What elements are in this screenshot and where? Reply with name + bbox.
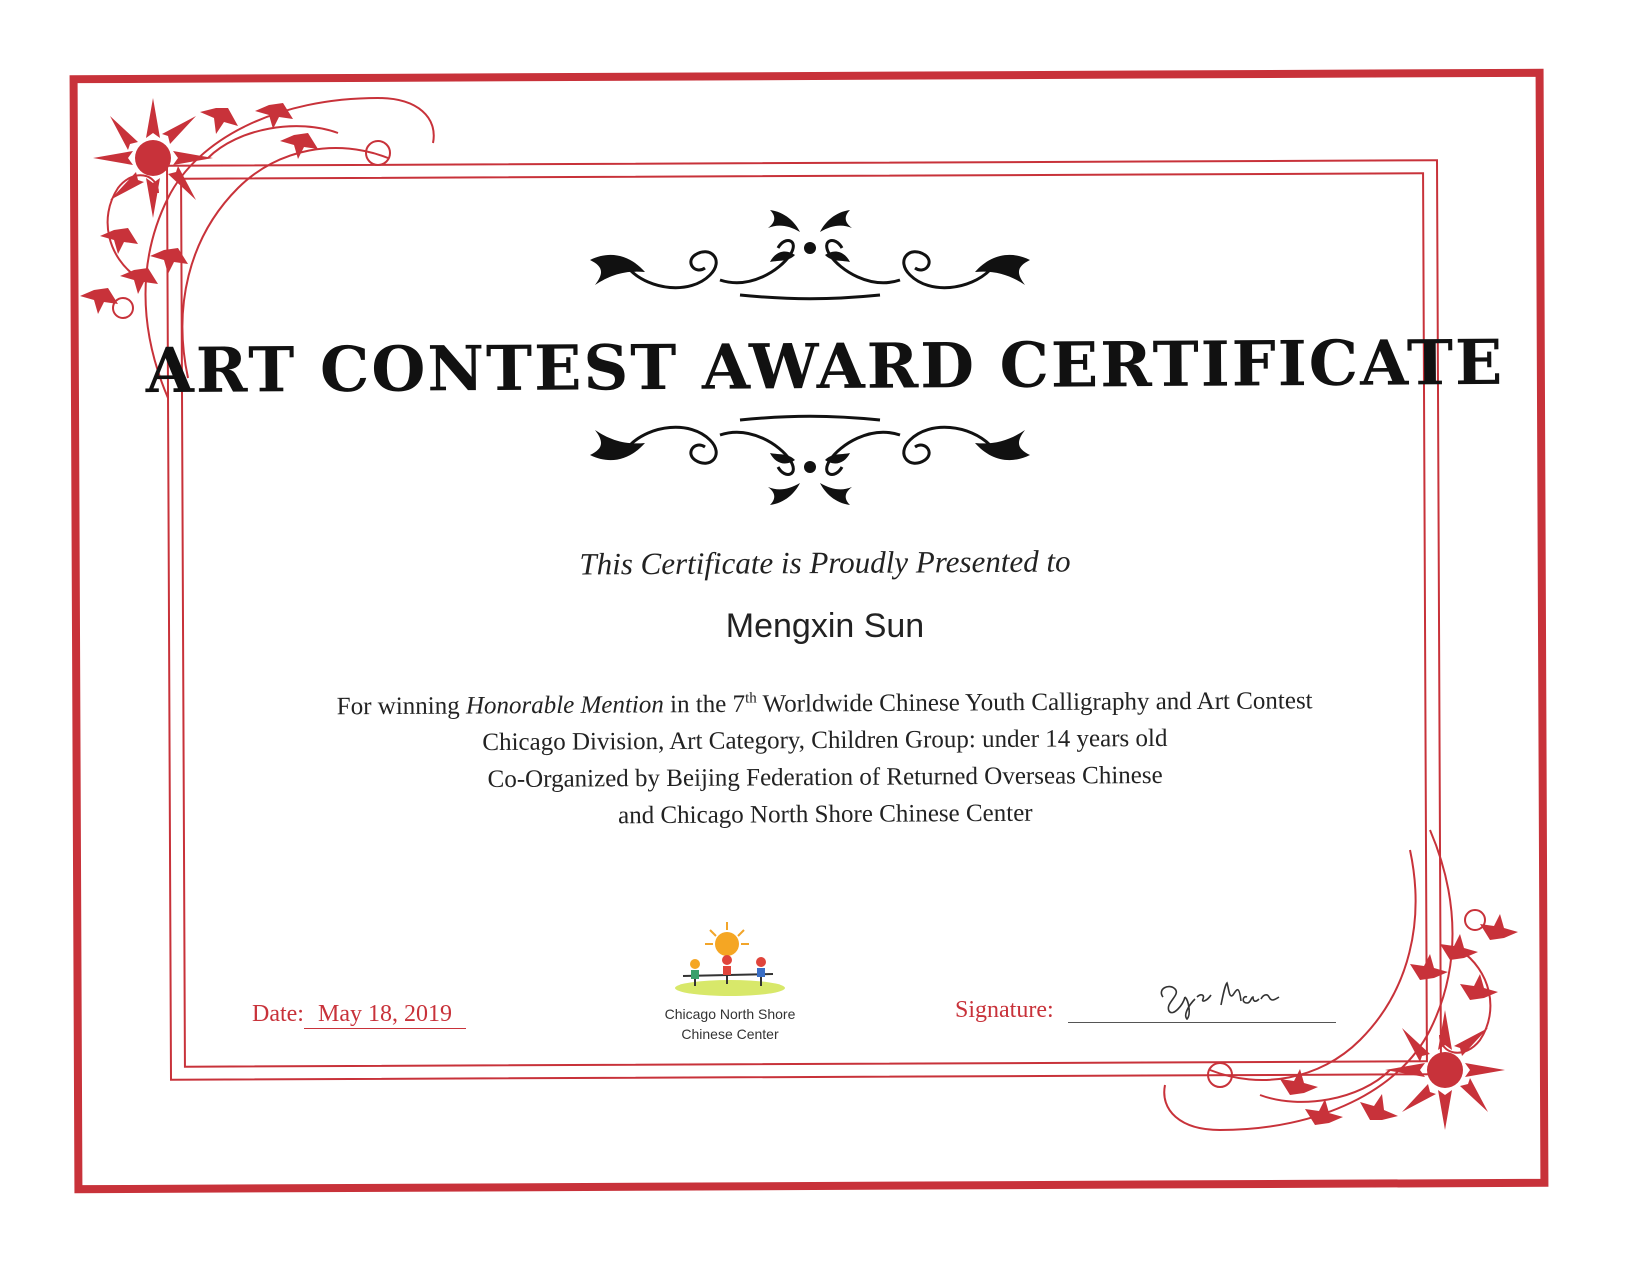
signature-label: Signature: xyxy=(955,997,1054,1023)
children-sun-logo-icon xyxy=(665,920,795,1000)
handwritten-signature xyxy=(1155,975,1285,1020)
signature-line xyxy=(1068,1022,1336,1023)
award-line-2: Chicago Division, Art Category, Children Group: under 14 years old xyxy=(482,725,1168,757)
date-value: May 18, 2019 xyxy=(304,1001,466,1029)
logo-caption-line-2: Chinese Center xyxy=(681,1026,779,1042)
flourish-ornament-top xyxy=(590,200,1030,310)
recipient-name: Mengxin Sun xyxy=(725,607,925,645)
presented-to-line: This Certificate is Proudly Presented to xyxy=(579,543,1071,582)
award-line-1: For winning Honorable Mention in the 7th Worldwide Chinese Youth Calligraphy and Art Contest xyxy=(336,687,1313,721)
chinese-center-logo xyxy=(655,920,805,1044)
award-description xyxy=(0,675,1650,838)
date-label: Date: xyxy=(252,1001,304,1027)
award-level: Honorable Mention xyxy=(465,691,664,720)
certificate-title: ART CONTEST AWARD CERTIFICATE xyxy=(145,325,1505,408)
award-line-3: Co-Organized by Beijing Federation of Returned Overseas Chinese xyxy=(487,762,1163,794)
award-line-4: and Chicago North Shore Chinese Center xyxy=(618,800,1033,830)
logo-caption-line-1: Chicago North Shore xyxy=(664,1006,796,1022)
date-field xyxy=(252,1001,466,1029)
flourish-ornament-bottom xyxy=(590,405,1030,515)
